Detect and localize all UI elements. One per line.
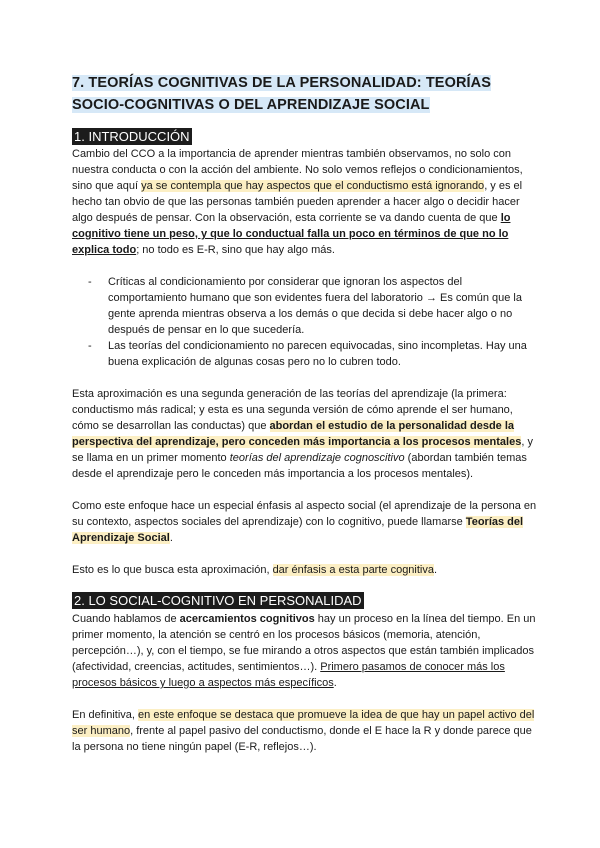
bold-underline: lo cognitivo tiene un peso, y que lo conductual falla un poco en términos de que no lo explica todo — [72, 212, 511, 256]
bold-term: acercamientos cognitivos — [179, 613, 315, 625]
text-run: . — [333, 677, 337, 689]
list-item: - Críticas al condicionamiento por considerar que ignoran los aspectos del comportamiento humano que son evidentes fuera del laboratorio → Es común que la gente aprenda mientras observa a los demás o que decida si debe hacer algo o no después de pensar en lo que sucedería. — [108, 274, 540, 338]
bold-highlight: Teorías del Aprendizaje Social — [72, 516, 524, 544]
text-run: Esto es lo que busca esta aproximación, — [72, 564, 273, 576]
social-paragraph-1 — [72, 611, 540, 691]
intro-paragraph-1 — [72, 146, 540, 258]
social-paragraph-2 — [72, 707, 540, 755]
text-run: Como este enfoque hace un especial énfasis al aspecto social (el aprendizaje de la persona en su contexto, aspectos sociales del aprendizaje) con lo cognitivo, puede llamarse — [72, 500, 537, 528]
text-run: , frente al papel pasivo del conductismo, donde el E hace la R y donde parece que la persona no tiene ningún papel (E-R, reflejos…). — [72, 725, 532, 753]
text-run: ; no todo es E-R, sino que hay algo más. — [136, 244, 335, 256]
list-item: - Las teorías del condicionamiento no parecen equivocadas, sino incompletas. Hay una buena explicación de algunas cosas pero no lo cubren todo. — [108, 338, 540, 370]
criticism-list — [72, 274, 540, 370]
chapter-title-line2: SOCIO-COGNITIVAS O DEL APRENDIZAJE SOCIAL — [72, 97, 430, 113]
text-run: Cambio del CCO a la importancia de aprender mientras también observamos, no solo con nuestra conducta o con la acción del ambiente. No solo vemos reflejos o condicionamientos, sino que aquí — [72, 148, 523, 192]
intro-paragraph-3 — [72, 498, 540, 546]
bold-highlight: abordan el estudio de la personalidad desde la perspectiva del aprendizaje, pero conceden más importancia a los procesos mentales — [72, 420, 522, 448]
intro-paragraph-4 — [72, 562, 540, 578]
text-run: Esta aproximación es una segunda generación de las teorías del aprendizaje (la primera: conductismo más radical; y esta es una segunda versión de cómo aprende el ser humano, cómo se desarrollan las conductas) que — [72, 388, 513, 432]
text-run: , y es el hecho tan obvio de que las personas también pueden aprender a hacer algo o decidir hacer algo después de pensar. Con la observación, esta corriente se va dando cuenta de que — [72, 180, 523, 224]
highlight: ya se contempla que hay aspectos que el conductismo está ignorando — [141, 180, 485, 192]
text-run: , y se llama en un primer momento — [72, 436, 533, 464]
section-heading-introduccion: 1. INTRODUCCIÓN — [74, 129, 190, 144]
text-run: (abordan también temas desde el aprendizaje pero le conceden más importancia a los procesos mentales). — [72, 452, 527, 480]
text-run: . — [434, 564, 438, 576]
text-run: hay un proceso en la línea del tiempo. En un primer momento, la atención se centró en los procesos básicos (memoria, atención, percepción…), y, con el tiempo, se fue mirando a otros aspectos que están también implicados (afectividad, creencias, actitudes, sentimientos…). — [72, 613, 536, 673]
italic-term: teorías del aprendizaje cognoscitivo — [229, 452, 405, 464]
chapter-title-line1: 7. TEORÍAS COGNITIVAS DE LA PERSONALIDAD: TEORÍAS — [72, 75, 491, 91]
text-run: En definitiva, — [72, 709, 139, 721]
underline: Primero pasamos de conocer más los procesos básicos y luego a aspectos más específicos — [72, 661, 505, 689]
section-heading-social-cognitivo: 2. LO SOCIAL-COGNITIVO EN PERSONALIDAD — [74, 593, 362, 608]
chapter-title — [72, 72, 532, 116]
text-run: Cuando hablamos de — [72, 613, 180, 625]
intro-paragraph-2 — [72, 386, 540, 482]
highlight: en este enfoque se destaca que promueve la idea de que hay un papel activo del ser humano — [72, 709, 535, 737]
text-run: . — [169, 532, 173, 544]
highlight: dar énfasis a esta parte cognitiva — [272, 564, 434, 576]
